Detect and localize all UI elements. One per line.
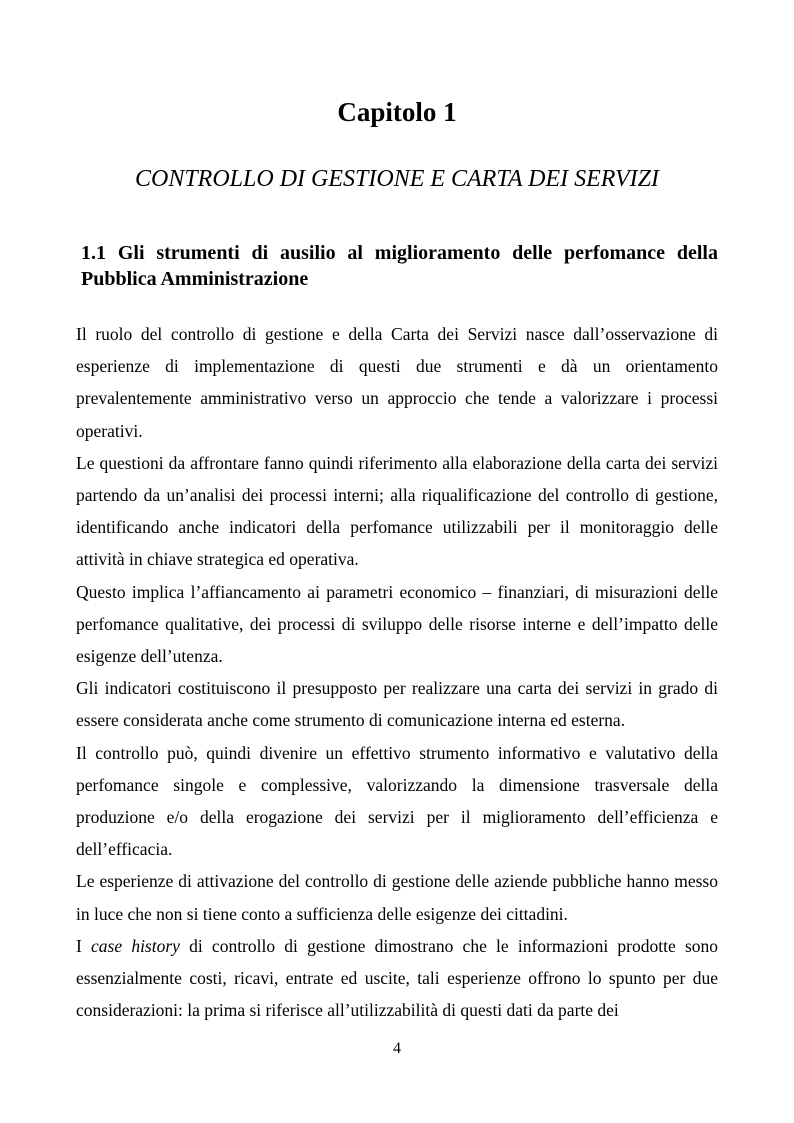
paragraph-1: Il ruolo del controllo di gestione e della Carta dei Servizi nasce dall’osservazione di esperienze di implementazione di questi due strumenti e dà un orientamento prevalentemente amministrativo verso un approccio che tende a valorizzare i processi operativi. [76, 324, 718, 441]
paragraph-6: Le esperienze di attivazione del controllo di gestione delle aziende pubbliche hanno messo in luce che non si tiene conto a sufficienza delle esigenze dei cittadini. [76, 871, 718, 924]
paragraph-3: Questo implica l’affiancamento ai parametri economico – finanziari, di misurazioni delle perfomance qualitative, dei processi di sviluppo delle risorse interne e dell’impatto delle esigenze dell’utenza. [76, 581, 718, 667]
page-number: 4 [393, 1040, 401, 1057]
paragraph-5: Il controllo può, quindi divenire un effettivo strumento informativo e valutativo della perfomance singole e complessive, valorizzando la dimensione trasversale della produzione e/o della erogazione dei servizi per il miglioramento dell’efficienza e dell’efficacia. [76, 742, 718, 860]
paragraph-7-suffix: di controllo di gestione dimostrano che le informazioni prodotte sono essenzialmente costi, ricavi, entrate ed uscite, tali esperienze offrono lo spunto per due considerazioni: la prima si riferisce all’utilizzabilità di questi dati da parte dei [76, 935, 718, 1021]
section-heading: 1.1 Gli strumenti di ausilio al miglioramento delle perfomance della Pubblica Amministrazione [81, 242, 718, 290]
chapter-subtitle: CONTROLLO DI GESTIONE E CARTA DEI SERVIZI [134, 166, 659, 192]
paragraph-2: Le questioni da affrontare fanno quindi riferimento alla elaborazione della carta dei servizi partendo da un’analisi dei processi interni; alla riqualificazione del controllo di gestione, identificando anche indicatori della perfomance utilizzabili per il monitoraggio delle attività in chiave strategica ed operativa. [76, 452, 718, 570]
paragraph-7-emphasis: case history [91, 935, 180, 956]
paragraph-7-prefix: I [76, 935, 92, 956]
body-text [76, 318, 718, 1026]
chapter-title: Capitolo 1 [337, 97, 457, 127]
paragraph-7 [76, 930, 718, 1027]
paragraph-4: Gli indicatori costituiscono il presupposto per realizzare una carta dei servizi in grado di essere considerata anche come strumento di comunicazione interna ed esterna. [76, 678, 718, 731]
